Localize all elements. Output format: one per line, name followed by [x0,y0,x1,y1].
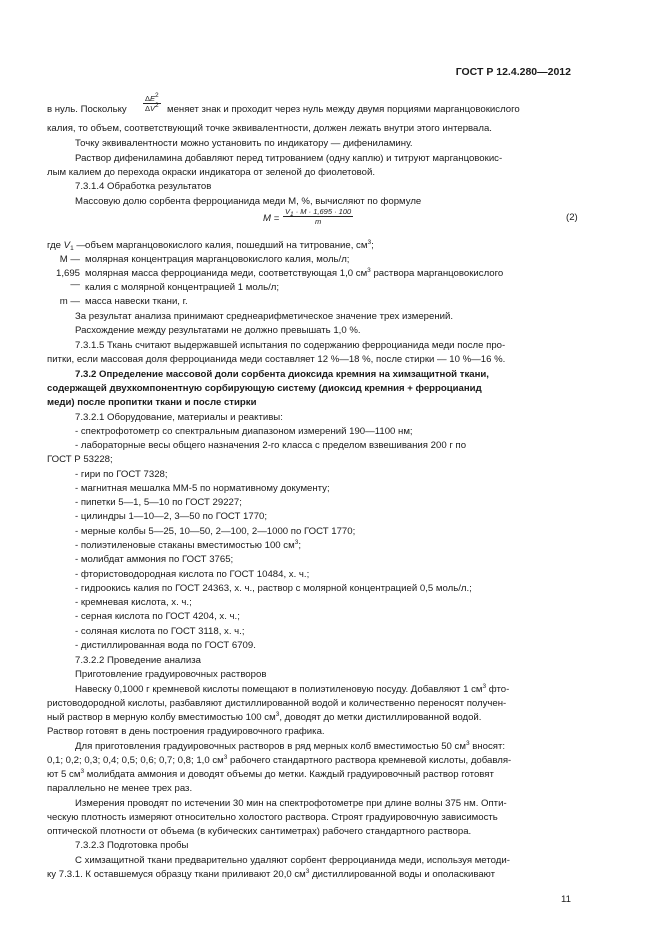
list-item: - полиэтиленовые стаканы вместимостью 100 $см^3$; [75,539,301,551]
text-line-20: ный раствор в мерную колбу вместимостью 100 $см^3$, доводят до метки дистиллированной водой. [47,711,482,723]
text-line-1-pre: в нуль. Поскольку [47,104,127,115]
list-item: - мерные колбы 5—25, 10—50, 2—100, 2—1000 по ГОСТ 1770; [75,526,356,537]
text-line-1-post: меняет знак и проходит через нуль между двумя порциями марганцовокислого [167,104,520,115]
text-line-10: 7.3.1.5 Ткань считают выдержавшей испытания по содержанию ферроцианида меди после про- [75,340,506,351]
def-label-3: 1,695 — [55,268,80,290]
list-item: - фтористоводородная кислота по ГОСТ 10484, х. ч.; [75,569,310,580]
subheading-calibration: Приготовление градуировочных растворов [75,669,267,680]
text-line-13: - спектрофотометр со спектральным диапазоном измерений 190—1100 нм; [75,426,413,437]
section-heading-7-3-2-a: 7.3.2 Определение массовой доли сорбента диоксида кремния на химзащитной ткани, [75,369,489,380]
def-text-1: объем марганцовокислого калия, пошедший на титрование, $см^3$; [85,239,374,251]
def-label-1: где $V_1$ — [47,240,86,252]
list-item: - дистиллированная вода по ГОСТ 6709. [75,640,256,651]
list-item: - кремневая кислота, х. ч.; [75,597,192,608]
def-text-3b: калия с молярной концентрацией 1 моль/л; [85,282,280,293]
text-line-28: оптической плотности от объема (в кубических сантиметрах) рабочего стандартного раствора. [47,826,472,837]
list-item: - пипетки 5—1, 5—10 по ГОСТ 29227; [75,497,242,508]
text-line-19: ристоводородной кислоты, разбавляют дистиллированной водой и количественно переносят получен- [47,698,507,709]
formula-denominator: m [314,217,322,226]
formula-numerator: $V_1 \cdot M \cdot 1,695 \cdot 100$ [285,207,352,218]
subsection-7-3-2-2: 7.3.2.2 Проведение анализа [75,655,201,666]
text-line-4: Раствор дифениламина добавляют перед титрованием (одну каплю) и титруют марганцовокис- [75,153,503,164]
text-line-11: питки, если массовая доля ферроцианида меди составляет 12 %—18 %, после стирки — 10 %—16 %. [47,354,506,365]
subsection-7-3-2-3: 7.3.2.3 Подготовка пробы [75,840,189,851]
page-header: ГОСТ Р 12.4.280—2012 [455,66,571,78]
text-line-15: ГОСТ Р 53228; [47,454,113,465]
text-line-25: параллельно не менее трех раз. [47,783,193,794]
section-heading-7-3-2-c: меди) после пропитки ткани и после стирки [47,397,257,408]
formula-number: (2) [566,212,578,223]
subsection-7-3-2-1: 7.3.2.1 Оборудование, материалы и реактивы: [75,412,283,423]
text-line-3: Точку эквивалентности можно установить по индикатору — дифениламину. [75,138,413,149]
def-text-4: масса навески ткани, г. [85,296,188,307]
text-line-18: Навеску 0,1000 г кремневой кислоты помещают в полиэтиленовую посуду. Добавляют 1 $см^3$ фто- [75,683,510,695]
subsection-7-3-1-4: 7.3.1.4 Обработка результатов [75,181,212,192]
text-line-23: 0,1; 0,2; 0,3; 0,4; 0,5; 0,6; 0,7; 0,8; 1,0 $см^3$ рабочего стандартного раствора кремневой кислоты, добавля- [47,754,512,766]
def-label-4: m — [59,296,80,307]
list-item: - соляная кислота по ГОСТ 3118, х. ч.; [75,626,245,637]
fraction-delta: $\frac{\Delta E^2}{\Delta V^2}$ [145,92,159,113]
text-line-21: Раствор готовят в день построения градуировочного графика. [47,726,325,737]
text-line-14: - лабораторные весы общего назначения 2-го класса с пределом взвешивания 200 г по [75,440,467,451]
list-item: - гири по ГОСТ 7328; [75,469,168,480]
list-item: - магнитная мешалка ММ-5 по нормативному документу; [75,483,330,494]
text-line-26: Измерения проводят по истечении 30 мин на спектрофотометре при длине волны 375 нм. Опти- [75,798,507,809]
text-line-24: ют 5 $см^3$ молибдата аммония и доводят объемы до метки. Каждый градуировочный раствор готовят [47,768,494,780]
text-line-9: Расхождение между результатами не должно превышать 1,0 %. [75,325,361,336]
formula-fraction [283,207,353,226]
text-line-5: лым калием до перехода окраски индикатора от зеленой до фиолетовой. [47,167,376,178]
formula-lhs: M = [263,213,280,224]
text-line-31: ку 7.3.1. К оставшемуся образцу ткани приливают 20,0 $см^3$ дистиллированной воды и ополаскивают [47,868,496,880]
text-line-22: Для приготовления градуировочных растворов в ряд мерных колб вместимостью 50 $см^3$ вносят: [75,740,506,752]
def-label-2: M — [59,254,80,265]
list-item: - серная кислота по ГОСТ 4204, х. ч.; [75,611,240,622]
list-item: - цилиндры 1—10—2, 3—50 по ГОСТ 1770; [75,511,268,522]
text-line-2: калия, то объем, соответствующий точке эквивалентности, должен лежать внутри этого интервала. [47,123,492,134]
section-heading-7-3-2-b: содержащей двухкомпонентную сорбирующую систему (диоксид кремния + ферроцианид [47,383,482,394]
def-text-3: молярная масса ферроцианида меди, соответствующая 1,0 $см^3$ раствора марганцовокислого [85,267,504,279]
text-line-27: ческую плотность измеряют относительно холостого раствора. Строят градуировочную зависимость [47,812,498,823]
text-line-7: Массовую долю сорбента ферроцианида меди M, %, вычисляют по формуле [75,196,422,207]
def-text-2: молярная концентрация марганцовокислого калия, моль/л; [85,254,350,265]
page-number: 11 [561,894,571,905]
list-item: - молибдат аммония по ГОСТ 3765; [75,554,234,565]
text-line-8: За результат анализа принимают среднеарифметическое значение трех измерений. [75,311,454,322]
list-item: - гидроокись калия по ГОСТ 24363, х. ч., раствор с молярной концентрацией 0,5 моль/л.; [75,583,472,594]
text-line-30: С химзащитной ткани предварительно удаляют сорбент ферроцианида меди, используя методи- [75,855,510,866]
